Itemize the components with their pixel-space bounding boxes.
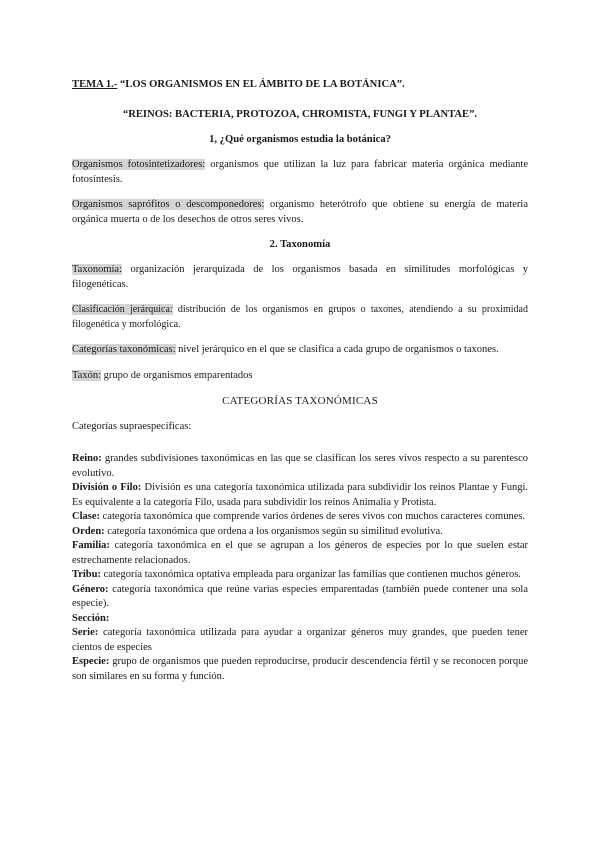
document-title [72,78,528,92]
definition-text: organismos que utilizan la luz para fabricar materia orgánica mediante fotosíntesis. [72,159,529,185]
category-term: Orden: [72,525,105,537]
definition-text: distribución de los organismos en grupos o taxones, atendiendo a su proximidad filogenética y morfológica. [72,304,528,330]
section-heading-2: 2. Taxonomía [269,239,331,250]
categorias-heading: CATEGORÍAS TAXONÓMICAS [222,395,378,407]
category-item [72,612,528,627]
definition-term: Taxón: [72,369,102,381]
document-subtitle: “REINOS: BACTERIA, PROTOZOA, CHROMISTA, FUNGI Y PLANTAE”. [122,109,478,120]
supraespecificas-label: Categorías supraespecíficas: [72,420,192,432]
definition-term: Clasificación jerárquica: [72,304,173,315]
category-text: categoría taxonómica optativa empleada para organizar las familias que contienen muchos géneros. [100,569,521,580]
category-term: Clase: [72,511,100,522]
category-term: División o Filo: [72,482,142,493]
category-term: Reino: [72,453,102,464]
definition-term: Taxonomía: [72,264,123,275]
category-list [72,452,528,684]
category-term: Familia: [72,540,110,551]
category-text: categoría taxonómica utilizada para ayudar a organizar géneros muy grandes, que pueden tener cientos de especies [72,627,528,653]
category-term: Serie: [72,627,99,638]
category-term: Especie: [72,656,110,667]
category-item [72,568,528,583]
document-page [72,78,528,684]
category-text: División es una categoría taxonómica utilizada para subdividir los reinos Plantae y Fungi. Es equivalente a la categoría Filo, usada para subdividir los reinos Animalia y Protista. [72,482,528,508]
definition-paragraph [72,198,528,227]
category-item [72,510,528,525]
definition-paragraph [72,158,528,187]
category-item [72,481,528,510]
category-item [72,583,528,612]
category-item [72,626,528,655]
tema-label: TEMA 1.- [72,79,118,90]
category-item [72,525,528,540]
category-text: categoría taxonómica que reúne varias especies emparentadas (también puede contener una sola especie). [72,583,528,609]
definition-paragraph [72,343,528,358]
definition-paragraph [72,303,528,332]
category-term: Género: [72,583,109,595]
definition-term: Organismos saprófitos o descomponedores: [72,199,265,210]
definition-term: Organismos fotosintetizadores: [72,159,206,170]
category-item [72,539,528,568]
category-term: Tribu: [72,569,101,580]
definition-text: organismo heterótrofo que obtiene su energía de materia orgánica muerta o de los desechos de otros seres vivos. [72,199,528,225]
category-item [72,655,528,684]
definition-text: nivel jerárquico en el que se clasifica a cada grupo de organismos o taxones. [175,344,499,355]
definition-text: organización jerarquizada de los organismos basada en similitudes morfológicas y filogenéticas. [72,264,528,290]
category-text: categoría taxonómica que ordena a los organismos según su similitud evolutiva. [104,525,443,537]
definition-paragraph [72,263,528,292]
category-term: Sección: [72,612,110,624]
tema-title: “LOS ORGANISMOS EN EL ÁMBITO DE LA BOTÁNICA”. [117,79,405,90]
category-text: grupo de organismos que pueden reproducirse, producir descendencia fértil y se reconocen porque son similares en su forma y función. [72,656,528,682]
category-text: categoría taxonómica que comprende varios órdenes de seres vivos con muchos caracteres comunes. [100,511,526,522]
definition-term: Categorías taxonómicas: [72,344,176,355]
category-text: grandes subdivisiones taxonómicas en las que se clasifican los seres vivos respecto a su parentesco evolutivo. [72,453,528,479]
definition-paragraph [72,369,528,384]
section-heading-1: 1, ¿Qué organismos estudia la botánica? [209,134,391,145]
category-item [72,452,528,481]
definition-text: grupo de organismos emparentados [101,369,253,381]
category-text: categoría taxonómica en el que se agrupan a los géneros de especies por lo que suelen estar estrechamente relacionados. [72,540,528,566]
